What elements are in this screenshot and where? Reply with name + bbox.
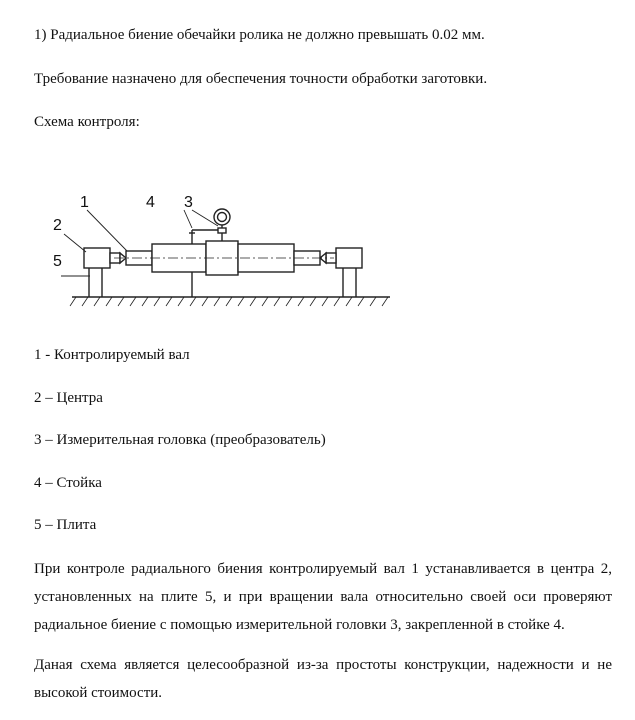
label-4: 4 [146, 194, 155, 211]
label-3: 3 [184, 194, 193, 211]
legend-item: 1 - Контролируемый вал [34, 347, 190, 363]
control-scheme-diagram [34, 150, 404, 320]
legend-item: 3 – Измерительная головка (преобразователь) [34, 432, 326, 448]
plate-hatching [70, 297, 388, 306]
label-2: 2 [53, 217, 62, 234]
right-center-support [320, 248, 362, 297]
requirement-text: 1) Радиальное биение обечайки ролика не должно превышать 0.02 мм. [34, 27, 485, 43]
legend-item: 4 – Стойка [34, 475, 102, 491]
label-1: 1 [80, 194, 89, 211]
description-paragraph: При контроле радиального биения контролируемый вал 1 устанавливается в центра 2, установленных на плите 5, и при вращении вала относительно своей оси проверяют радиальное биение с помощью измерительной головки 3, закрепленной в стойке 4. [34, 561, 612, 633]
legend-item: 2 – Центра [34, 390, 103, 406]
scheme-heading: Схема контроля: [34, 114, 140, 130]
left-center-support [84, 248, 126, 297]
controlled-shaft [114, 241, 334, 275]
purpose-text: Требование назначено для обеспечения точности обработки заготовки. [34, 71, 488, 87]
conclusion-paragraph: Даная схема является целесообразной из-за простоты конструкции, надежности и не высокой стоимости. [34, 657, 612, 701]
label-5: 5 [53, 253, 62, 270]
legend-item: 5 – Плита [34, 517, 97, 533]
